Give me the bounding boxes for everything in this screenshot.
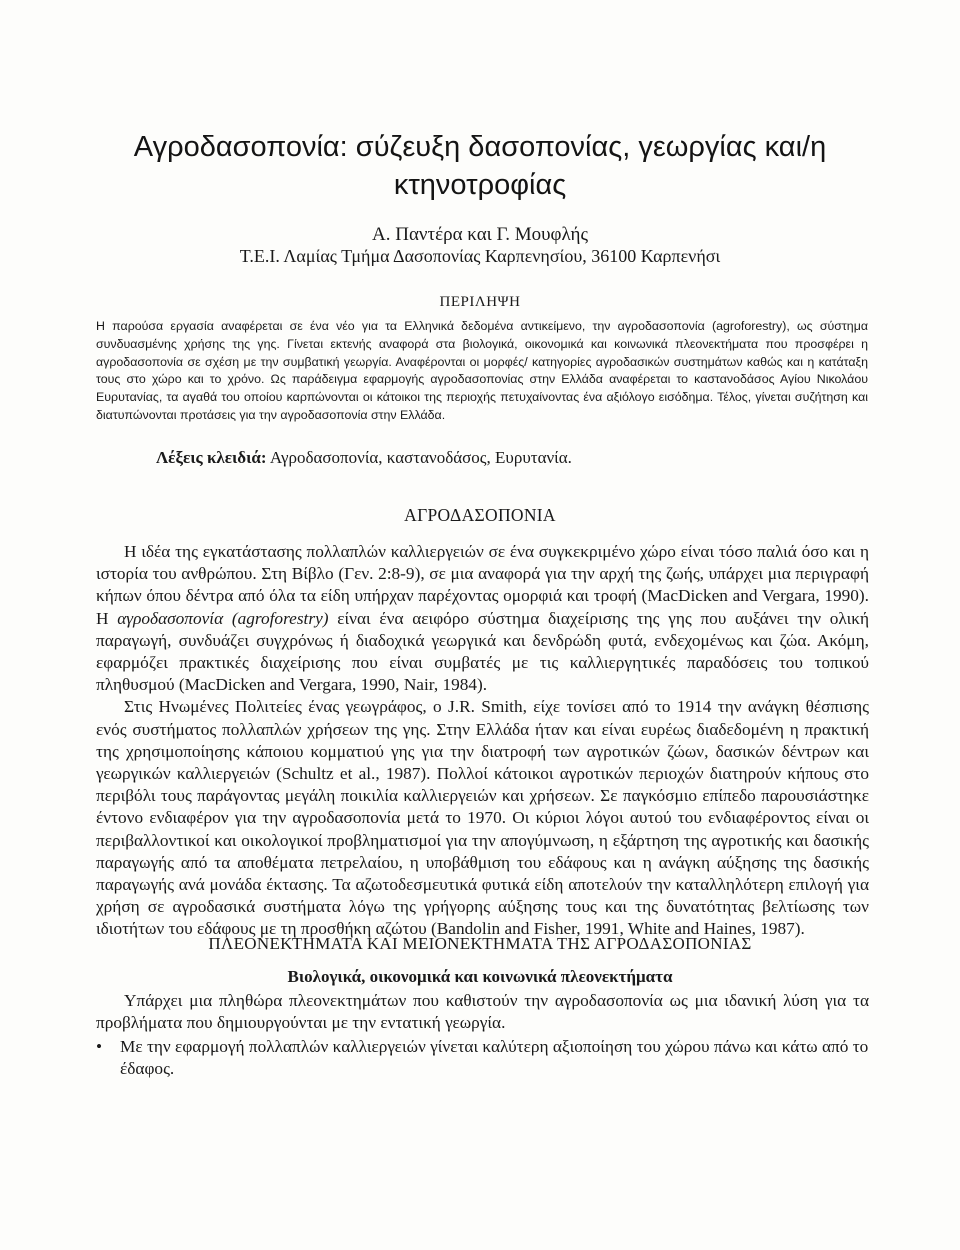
paragraph: Υπάρχει μια πληθώρα πλεονεκτημάτων που καθιστούν την αγροδασοπονία ως μια ιδανική λύση για τα προβλήματα που δημιουργούνται με την εντατική γεωργία. [96,991,869,1033]
paper-title: Αγροδασοπονία: σύζευξη δασοπονίας, γεωργίας και/η κτηνοτροφίας [133,131,827,201]
paper-authors: Α. Παντέρα και Γ. Μουφλής [372,224,588,245]
paper-affiliation: Τ.Ε.Ι. Λαμίας Τμήμα Δασοπονίας Καρπενησίου, 36100 Καρπενήσι [239,246,721,266]
paragraph: Στις Ηνωμένες Πολιτείες ένας γεωγράφος, ο J.R. Smith, είχε τονίσει από το 1914 την ανάγκη θέσπισης ενός συστήματος πολλαπλών χρήσεων της γης. Στην Ελλάδα ήταν και είναι ευρέως διαδεδομένη η πρακτική της χρησιμοποίησης κάποιου κομματιού γης για την διατροφή των αγροτικών ζώων, δασικών δέντρων και γεωργικών καλλιεργειών (Schultz et al., 1987). Πολλοί κάτοικοι αγροτικών περιοχών διατηρούν κήπους στο περιβόλι τους παράγοντας μεγάλη ποικιλία καλλιεργειών και χρήσεων. Σε παγκόσμιο επίπεδο παρουσιάστηκε έντονο ενδιαφέρον για την αγροδασοπονία μετά το 1970. Οι κύριοι λόγοι αυτού του ενδιαφέροντος είναι οι περιβαλλοντικοί και οικολογικοί προβληματισμοί για την απογύμνωση, η εξάρτηση της αγροτικής και δασικής παραγωγής από τα αποθέματα πετρελαίου, η υποβάθμιση του εδάφους και η ανάγκη αύξησης της δασικής παραγωγής ανά μονάδα έκτασης. Τα αζωτοδεσμευτικά φυτικά είδη αποτελούν την καταλληλότερη επιλογή για χρήση σε αγροδασικά συστήματα λόγω της γρήγορης αύξησης τους και της δυνατότητας βελτίωσης των ιδιοτήτων του εδάφους με τη προσθήκη αζώτου (Bandolin and Fisher, 1991, White and Haines, 1987). [96,697,869,939]
paragraph-italic-term: αγροδασοπονία (agroforestry) [117,608,329,628]
abstract-heading: ΠΕΡΙΛΗΨΗ [439,294,521,310]
section-heading-agroforestry: ΑΓΡΟΔΑΣΟΠΟΝΙΑ [404,505,556,525]
benefits-bullet-list [96,1036,869,1080]
paragraph [96,541,869,696]
paragraph-text-part: Η ιδέα της εγκατάστασης πολλαπλών καλλιεργειών σε ένα συγκεκριμένο χώρο είναι τόσο παλιά όσο και η ιστορία του ανθρώπου. Στη Βίβλο (Γεν. 2:8-9), σε μια αναφορά για την αρχή της ζωής, υπάρχει μια περιγραφή κήπων όπου δέντρα από όλα τα είδη υπήρχαν παρέχοντας ομορφιά και τροφή (MacDicken and Vergara, 1990). Η [96,542,869,628]
list-item [96,1036,869,1080]
bullet-icon: • [96,1037,103,1056]
keywords-label: Λέξεις κλειδιά: [156,448,267,467]
abstract-text: Η παρούσα εργασία αναφέρεται σε ένα νέο για τα Ελληνικά δεδομένα αντικείμενο, την αγροδασοπονία (agroforestry), ως σύστημα συνδυασμένης χρήσης της γης. Γίνεται εκτενής αναφορά στα βιολογικά, οικονομικά και κοινωνικά πλεονεκτήματα που προσφέρει η αγροδασοπονία σε σχέση με την συμβατική γεωργία. Αναφέρονται οι μορφές/ κατηγορίες αγροδασικών συστημάτων καθώς και η κατάταξη τους στο χώρο και το χρόνο. Ως παράδειγμα εφαρμογής αγροδασοπονίας στην Ελλάδα αναφέρεται το καστανοδάσος Αγίου Νικολάου Ευρυτανίας, τα αγαθά του οποίου καρπώνονται οι κάτοικοι της περιοχής πετυχαίνοντας ένα αξιόλογο εισόδημα. Τέλος, γίνεται συζήτηση και διατυπώνονται προτάσεις για την αγροδασοπονία στην Ελλάδα. [96,319,868,422]
keywords-line [156,446,876,470]
subsection-heading-benefits: Βιολογικά, οικονομικά και κοινωνικά πλεονεκτήματα [287,967,673,986]
section-agroforestry-body [96,541,869,941]
paragraph-text-part: είναι ένα αειφόρο σύστημα διαχείρισης της γης που αυξάνει την ολική παραγωγή, συνδυάζει συγχρόνως ή διαδοχικά γεωργικά και δενδρώδη φυτά, ενδεχομένως και ζώα. Ακόμη, εφαρμόζει πρακτικές διαχείρισης που είναι συμβατές με τις καλλιεργητικές παραδόσεις του τοπικού πληθυσμού (MacDicken and Vergara, 1990, Nair, 1984). [96,608,869,695]
list-item-text: Με την εφαρμογή πολλαπλών καλλιεργειών γίνεται καλύτερη αξιοποίηση του χώρου πάνω και κάτω από το έδαφος. [120,1037,869,1079]
abstract-block [96,318,868,425]
keywords-value: Αγροδασοπονία, καστανοδάσος, Ευρυτανία. [269,448,572,467]
section-benefits-body [96,990,869,1034]
section-heading-pros-cons: ΠΛΕΟΝΕΚΤΗΜΑΤΑ ΚΑΙ ΜΕΙΟΝΕΚΤΗΜΑΤΑ ΤΗΣ ΑΓΡΟΔΑΣΟΠΟΝΙΑΣ [208,934,752,953]
